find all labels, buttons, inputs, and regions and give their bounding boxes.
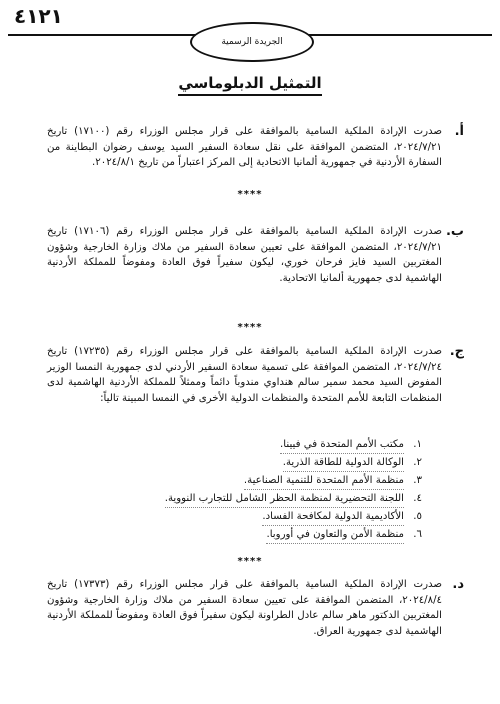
list-number: ٦. bbox=[413, 529, 422, 540]
list-item bbox=[122, 454, 422, 472]
decree-paragraph: صدرت الإرادة الملكية السامية بالموافقة على قرار مجلس الوزراء رقم (١٧١٠٦) تاريخ ٢٠٢٤/٧/٢١، المتضمن الموافقة على تعيين سعادة السفير من ملاك وزارة الخارجية وشؤون المغتربين السيد فايز فرحان خوري، ليكون سفيراً فوق العادة ومفوضاً للمملكة الأردنية الهاشمية لدى جمهورية ألمانيا الاتحادية. bbox=[47, 226, 442, 284]
item-marker: ب. bbox=[445, 224, 464, 239]
list-number: ٣. bbox=[413, 475, 422, 486]
page-number: ٤١٢١ bbox=[14, 4, 63, 28]
list-number: ٥. bbox=[413, 511, 422, 522]
item-marker: ج. bbox=[449, 344, 464, 359]
list-item bbox=[122, 436, 422, 454]
separator: **** bbox=[237, 189, 263, 200]
decree-paragraph: صدرت الإرادة الملكية السامية بالموافقة على قرار مجلس الوزراء رقم (١٧٢٣٥) تاريخ ٢٠٢٤/٧/٢٤، المتضمن الموافقة على تسمية سعادة السفير الأردني لدى جمهورية النمسا الوزير المفوض السيد محمد سمير سالم هنداوي مندوباً دائماً وممثلاً للمملكة الأردنية الهاشمية لدى المنظمات التابعة للأمم المتحدة والمنظمات الدولية الأخرى في النمسا المبينة تالياً: bbox=[47, 346, 442, 404]
separator: **** bbox=[237, 322, 263, 333]
list-label: منظمة الأمن والتعاون في أوروبا. bbox=[266, 526, 404, 544]
organizations-list bbox=[122, 436, 422, 544]
list-label: الأكاديمية الدولية لمكافحة الفساد. bbox=[262, 508, 404, 526]
section-title bbox=[0, 74, 500, 92]
item-marker: أ. bbox=[454, 124, 464, 139]
gazette-header-oval bbox=[190, 22, 314, 62]
list-item bbox=[122, 526, 422, 544]
list-number: ١. bbox=[413, 439, 422, 450]
list-label: الوكالة الدولية للطاقة الذرية. bbox=[283, 454, 404, 472]
section-title-text: التمثيل الدبلوماسي bbox=[178, 74, 321, 96]
decree-paragraph: صدرت الإرادة الملكية السامية بالموافقة على قرار مجلس الوزراء رقم (١٧٣٧٣) تاريخ ٢٠٢٤/٨/٤، المتضمن الموافقة على تعيين سعادة السفير من ملاك وزارة الخارجية وشؤون المغتربين الدكتور ماهر سالم عادل الطراونة ليكون سفيراً فوق العادة ومفوضاً للمملكة الأردنية الهاشمية لدى جمهورية العراق. bbox=[47, 579, 442, 637]
list-label: منظمة الأمم المتحدة للتنمية الصناعية. bbox=[244, 472, 404, 490]
list-number: ٢. bbox=[413, 457, 422, 468]
gazette-label: الجريدة الرسمية bbox=[221, 37, 283, 47]
list-label: مكتب الأمم المتحدة في فيينا. bbox=[280, 436, 404, 454]
list-item bbox=[122, 490, 422, 508]
list-label: اللجنة التحضيرية لمنظمة الحظر الشامل للتجارب النووية. bbox=[165, 490, 404, 508]
item-marker: د. bbox=[452, 577, 464, 592]
list-number: ٤. bbox=[413, 493, 422, 504]
decree-paragraph: صدرت الإرادة الملكية السامية بالموافقة على قرار مجلس الوزراء رقم (١٧١٠٠) تاريخ ٢٠٢٤/٧/٢١، المتضمن الموافقة على نقل سعادة السفير السيد يوسف رضوان البطاينة من السفارة الأردنية في جمهورية ألمانيا الاتحادية إلى المركز اعتباراً من تاريخ ٢٠٢٤/٨/١. bbox=[47, 126, 442, 168]
list-item bbox=[122, 508, 422, 526]
list-item bbox=[122, 472, 422, 490]
separator: **** bbox=[237, 556, 263, 567]
